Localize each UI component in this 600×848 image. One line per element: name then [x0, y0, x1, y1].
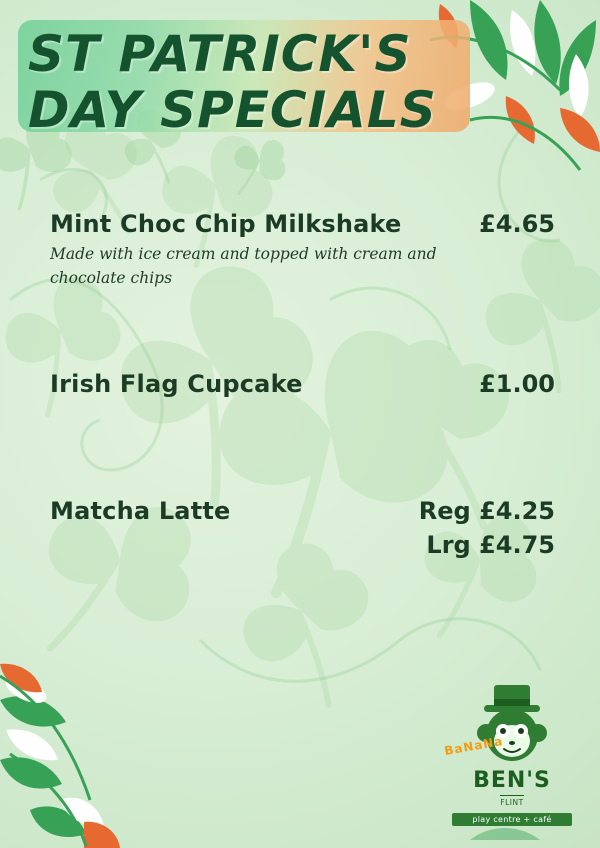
menu-item-description: Made with ice cream and topped with cream and chocolate chips	[50, 245, 437, 287]
menu-item-name: Irish Flag Cupcake	[50, 370, 303, 398]
menu-list	[50, 210, 555, 578]
menu-item-price: £1.00	[479, 370, 555, 398]
menu-item-milkshake	[50, 210, 555, 290]
spacer-1	[50, 306, 555, 370]
menu-item-price-regular: Reg £4.25	[418, 497, 555, 525]
menu-item-name: Mint Choc Chip Milkshake	[50, 210, 402, 238]
logo-banana-word: BaNaNa	[443, 733, 505, 759]
title-line-2: DAY SPECIALS	[28, 81, 437, 139]
poster-title	[18, 14, 488, 138]
logo-tagline: play centre + café	[452, 813, 572, 826]
spacer-2	[50, 414, 555, 494]
menu-item-price-stack	[419, 494, 555, 562]
menu-item-price: £4.65	[479, 210, 555, 238]
logo	[443, 679, 572, 826]
logo-brand-name: BEN'S	[473, 768, 551, 793]
menu-item-name: Matcha Latte	[50, 497, 231, 525]
menu-item-matcha-latte	[50, 494, 555, 562]
title-line-1: ST PATRICK'S	[28, 25, 412, 83]
menu-item-cupcake	[50, 370, 555, 398]
logo-location: FLINT	[500, 795, 523, 807]
menu-item-price-large: Lrg £4.75	[426, 531, 555, 559]
